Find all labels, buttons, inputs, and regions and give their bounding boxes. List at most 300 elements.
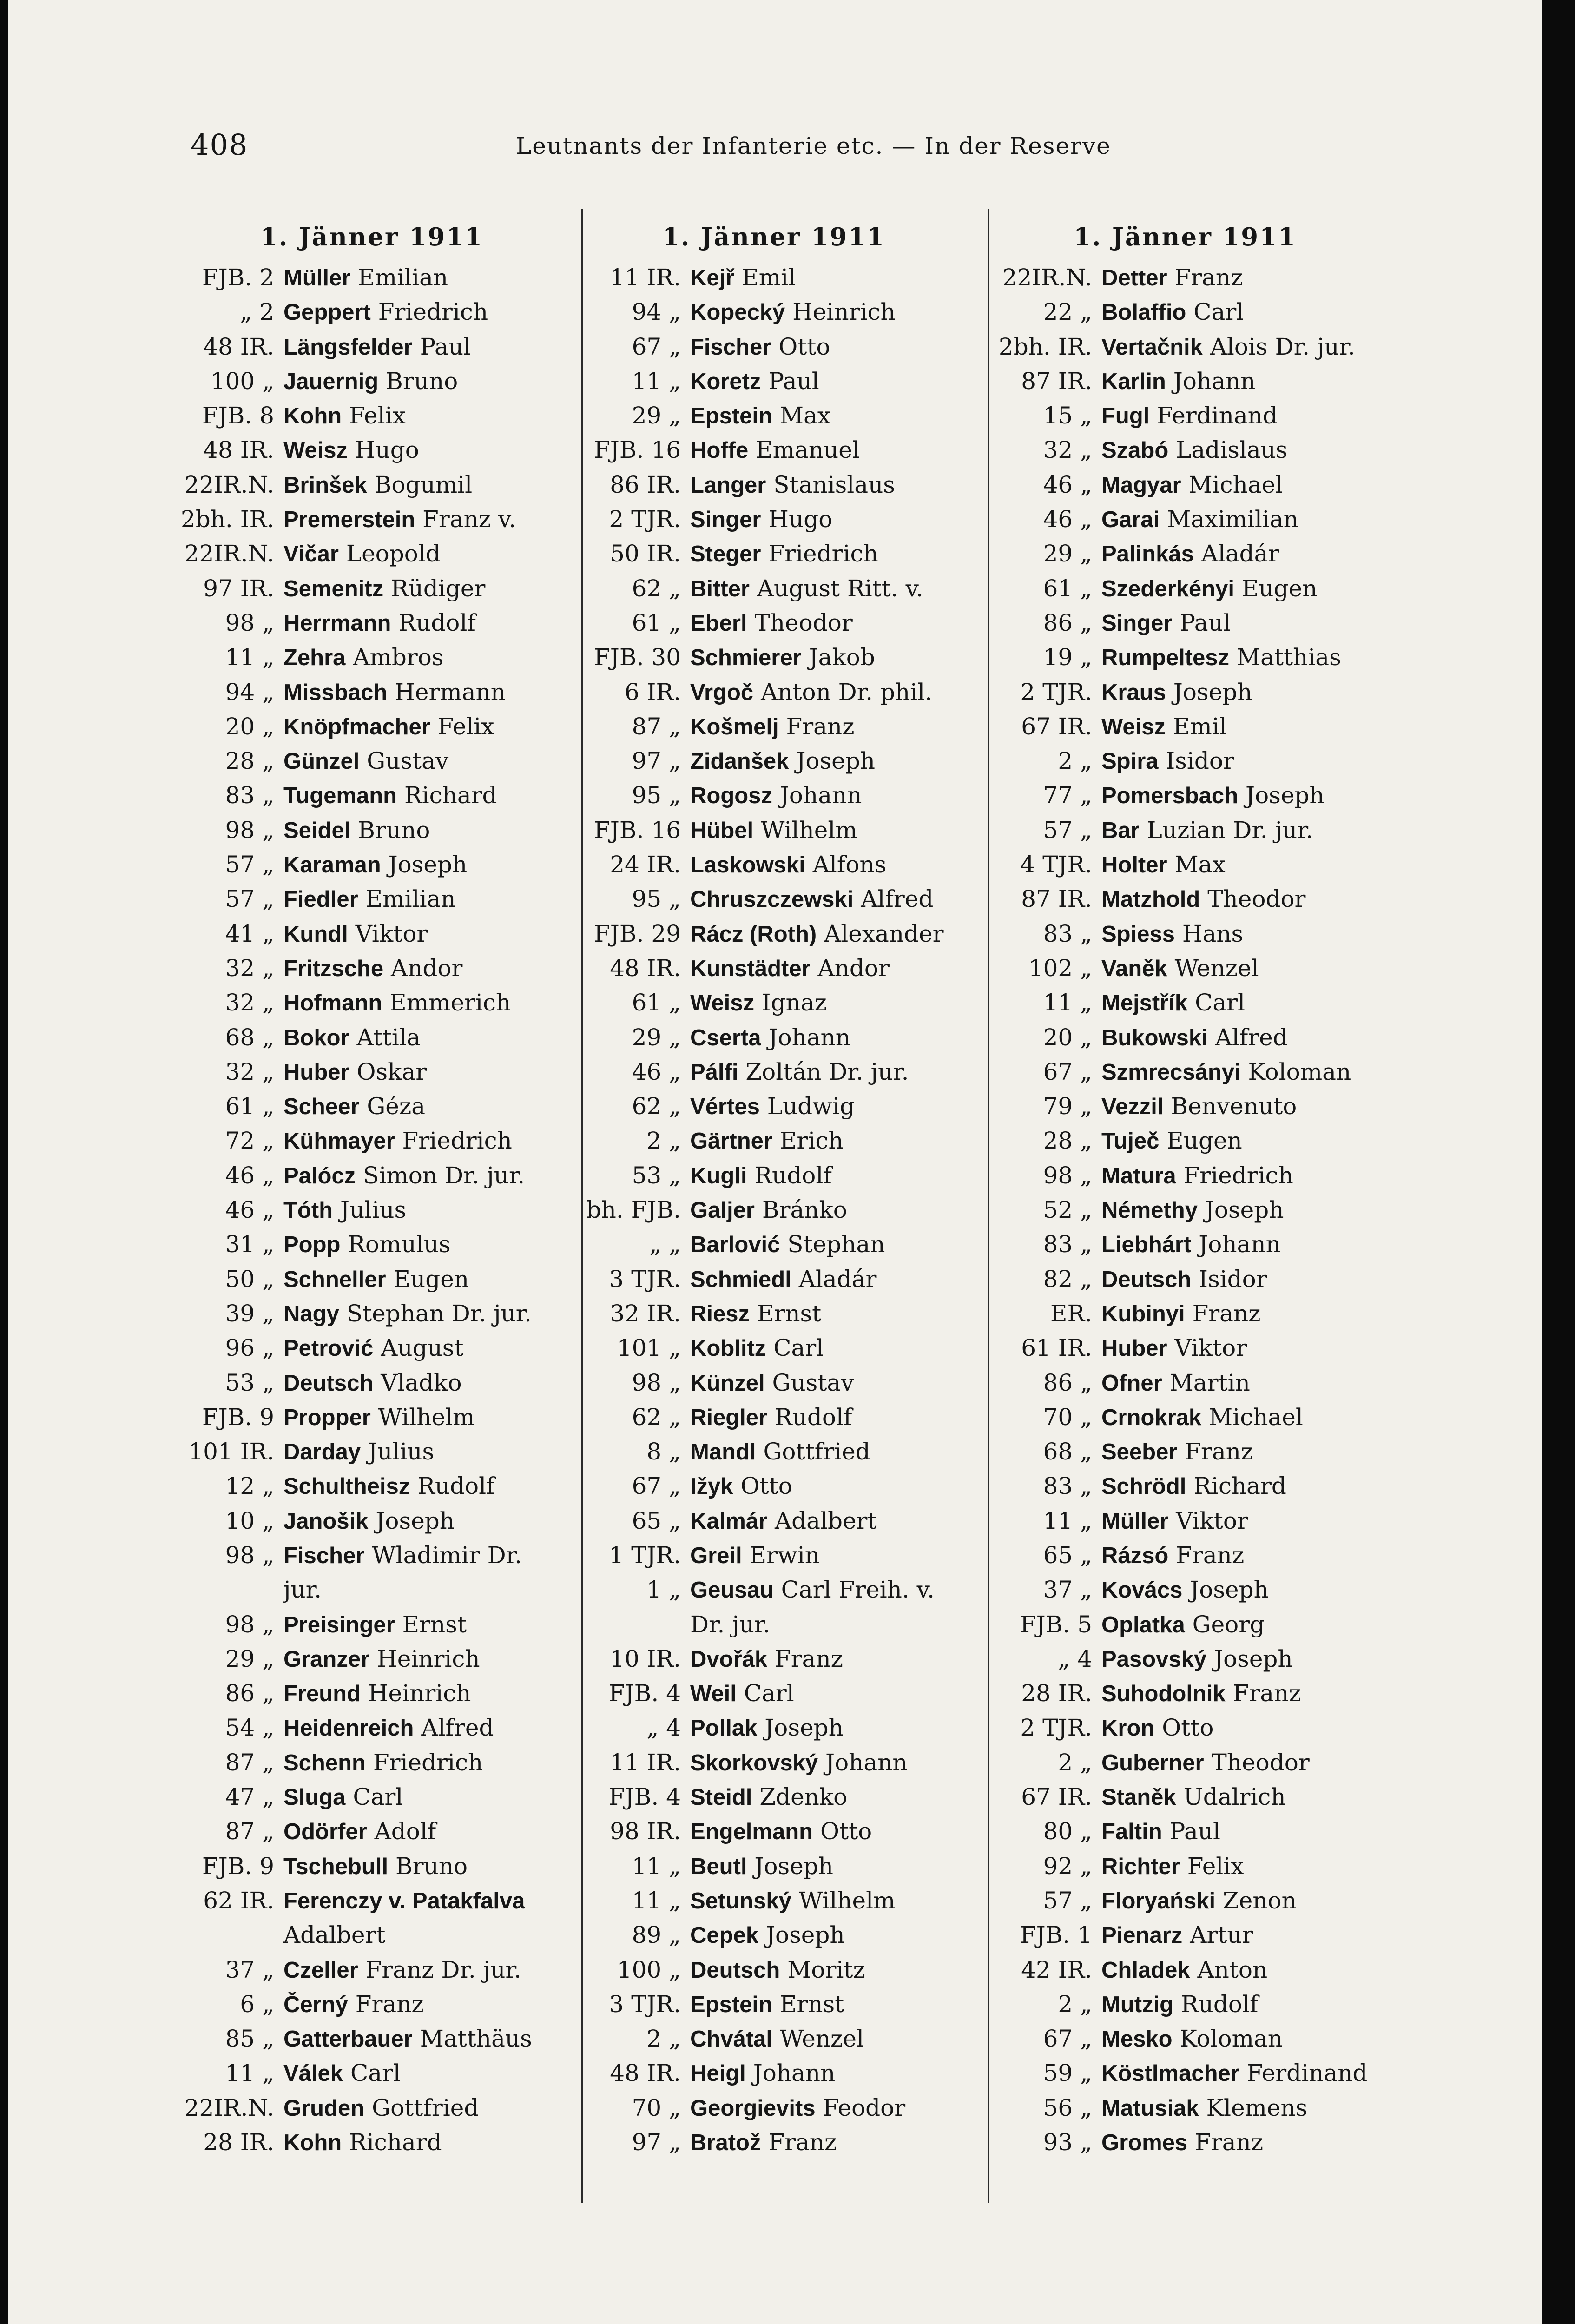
roster-list: [165, 260, 569, 2159]
given-name: Wenzel: [1174, 954, 1259, 982]
officer-name: [1101, 502, 1387, 536]
given-name: Alfred: [861, 885, 934, 913]
unit-designation: 97 „: [632, 747, 681, 775]
given-name: Franz: [768, 2129, 837, 2156]
surname: Eberl: [690, 610, 747, 636]
officer-name: [690, 468, 976, 502]
officer-name: [1101, 1814, 1387, 1849]
surname: Seidel: [283, 818, 351, 843]
given-name: Johann: [1199, 1231, 1281, 1258]
officer-name: [1101, 882, 1387, 916]
officer-name: [690, 1918, 976, 1952]
officer-name: [690, 1504, 976, 1538]
given-name: Erwin: [749, 1541, 820, 1569]
given-name: Benvenuto: [1171, 1093, 1297, 1120]
roster-entry: [983, 1572, 1387, 1607]
given-name: Joseph: [1246, 782, 1325, 809]
roster-column-1: [165, 218, 569, 2159]
unit-designation: 2 „: [1058, 1990, 1092, 2018]
given-name: Franz: [355, 1990, 424, 2018]
given-name: Matthias: [1236, 644, 1341, 671]
given-name: Wilhelm: [378, 1403, 475, 1431]
officer-name: [1101, 536, 1387, 571]
roster-entry: [165, 1020, 569, 1055]
roster-entry: [165, 1366, 569, 1400]
unit-designation: „ „: [649, 1231, 681, 1258]
officer-name: [690, 985, 976, 1020]
officer-name: [283, 1814, 569, 1849]
unit-designation: 37 „: [225, 1956, 274, 1983]
officer-name: [283, 1849, 569, 1883]
given-name: Emanuel: [756, 436, 860, 464]
surname: Karaman: [283, 852, 381, 878]
surname: Singer: [690, 507, 761, 533]
officer-name: [1101, 1676, 1387, 1710]
unit-designation: 67 „: [632, 1472, 681, 1500]
unit-designation: 83 „: [1043, 1472, 1092, 1500]
officer-name: [283, 2021, 569, 2056]
surname: Seeber: [1101, 1439, 1178, 1465]
given-name: Romulus: [348, 1231, 451, 1258]
given-name: Aladár: [798, 1265, 877, 1293]
unit-designation: 11 IR.: [610, 1749, 681, 1776]
roster-entry: [572, 468, 976, 502]
officer-name: [1101, 1366, 1387, 1400]
roster-entry: [165, 1296, 569, 1331]
given-name: Bruno: [386, 367, 458, 395]
given-name: August: [381, 1334, 464, 1362]
officer-name: [1101, 744, 1387, 778]
roster-entry: [165, 1434, 569, 1469]
roster-entry: [165, 1400, 569, 1434]
officer-name: [283, 398, 569, 433]
officer-name: [1101, 2056, 1387, 2090]
roster-entry: [165, 1607, 569, 1642]
roster-entry: [165, 640, 569, 674]
officer-name: [283, 640, 569, 674]
officer-name: [690, 1780, 976, 1814]
given-name: Theodor: [1207, 885, 1306, 913]
roster-entry: [983, 951, 1387, 985]
roster-entry: [165, 502, 569, 536]
officer-name: [1101, 1193, 1387, 1227]
given-name: Zenon: [1223, 1887, 1297, 1914]
unit-designation: 2 „: [646, 2025, 681, 2053]
given-name: Bránko: [762, 1196, 847, 1224]
officer-name: [690, 606, 976, 640]
roster-entry: [983, 468, 1387, 502]
unit-designation: 54 „: [225, 1714, 274, 1742]
unit-designation: 87 IR.: [1021, 885, 1092, 913]
unit-designation: FJB. 4: [608, 1680, 681, 1707]
roster-entry: [983, 1366, 1387, 1400]
roster-entry: [983, 1883, 1387, 1918]
officer-name: [1101, 1020, 1387, 1055]
officer-name: [690, 433, 976, 467]
surname: Chladek: [1101, 1957, 1190, 1983]
roster-entry: [983, 260, 1387, 295]
unit-designation: 6 IR.: [625, 678, 681, 706]
surname: Kundl: [283, 921, 348, 947]
unit-designation: 47 „: [225, 1783, 274, 1811]
unit-designation: 10 IR.: [610, 1645, 681, 1672]
surname: Némethy: [1101, 1198, 1198, 1223]
given-name: Paul: [768, 367, 819, 395]
surname: Palinkás: [1101, 541, 1194, 567]
roster-entry: [572, 330, 976, 364]
surname: Kejř: [690, 265, 735, 290]
surname: Pasovský: [1101, 1646, 1207, 1672]
officer-name: [1101, 433, 1387, 467]
given-name: Joseph: [1214, 1645, 1293, 1672]
roster-entry: [165, 571, 569, 606]
officer-name: [690, 1607, 976, 1642]
roster-entry: [572, 1918, 976, 1952]
surname: Pomersbach: [1101, 783, 1239, 809]
given-name: Johann: [768, 1023, 850, 1051]
roster-entry: [572, 1710, 976, 1745]
unit-designation: 61 „: [1043, 574, 1092, 602]
unit-designation: 67 „: [1043, 1058, 1092, 1085]
given-name: Friedrich: [373, 1749, 483, 1776]
roster-entry: [165, 433, 569, 467]
roster-entry: [983, 778, 1387, 812]
surname: Spira: [1101, 749, 1159, 774]
unit-designation: 96 „: [225, 1334, 274, 1362]
surname: Riesz: [690, 1301, 750, 1327]
unit-designation: 77 „: [1043, 782, 1092, 809]
surname: Langer: [690, 472, 766, 498]
roster-entry: [983, 1538, 1387, 1572]
surname: Matusiak: [1101, 2095, 1199, 2121]
surname: Steidl: [690, 1785, 752, 1810]
surname: Matzhold: [1101, 887, 1200, 912]
roster-entry: [165, 778, 569, 812]
officer-name: [690, 675, 976, 709]
unit-designation: 56 „: [1043, 2094, 1092, 2121]
officer-name: [283, 882, 569, 916]
unit-designation: 86 „: [1043, 1369, 1092, 1396]
surname: Rácz (Roth): [690, 921, 817, 947]
given-name: Simon Dr. jur.: [363, 1162, 525, 1189]
given-name: Udalrich: [1183, 1783, 1286, 1811]
column-date-heading: 1. Jänner 1911: [260, 223, 483, 251]
unit-designation: 2 TJR.: [1020, 678, 1092, 706]
given-name: Joseph: [388, 851, 468, 878]
unit-designation: 82 „: [1043, 1265, 1092, 1293]
surname: Georgievits: [690, 2095, 816, 2121]
given-name: Viktor: [1176, 1507, 1248, 1534]
roster-entry: [572, 1089, 976, 1123]
unit-designation: FJB. 1: [1020, 1921, 1092, 1949]
unit-designation: 20 „: [225, 713, 274, 740]
given-name: Rudolf: [417, 1472, 495, 1500]
unit-designation: 2bh. IR.: [998, 333, 1092, 360]
officer-name: [1101, 1055, 1387, 1089]
officer-name: [1101, 398, 1387, 433]
unit-designation: 93 „: [1043, 2129, 1092, 2156]
officer-name: [1101, 1538, 1387, 1572]
officer-name: [690, 709, 976, 744]
officer-name: [283, 1262, 569, 1296]
surname: Gromes: [1101, 2130, 1188, 2156]
unit-designation: 11 IR.: [610, 264, 681, 291]
officer-name: [690, 744, 976, 778]
officer-name: [283, 1434, 569, 1469]
given-name: Franz: [1174, 264, 1243, 291]
surname: Sluga: [283, 1785, 346, 1810]
given-name: Joseph: [376, 1507, 455, 1534]
given-name: Joseph: [765, 1921, 845, 1949]
roster-entry: [983, 1849, 1387, 1883]
officer-name: [283, 2091, 569, 2125]
surname: Kühmayer: [283, 1129, 395, 1154]
unit-designation: 22IR.N.: [184, 2094, 274, 2121]
surname: Schrödl: [1101, 1474, 1186, 1499]
column-date-heading: 1. Jänner 1911: [1074, 223, 1297, 251]
officer-name: [690, 1158, 976, 1193]
given-name: Hermann: [395, 678, 506, 706]
unit-designation: 87 „: [632, 713, 681, 740]
unit-designation: 46 „: [632, 1058, 681, 1085]
roster-entry: [983, 571, 1387, 606]
roster-entry: [983, 1607, 1387, 1642]
surname: Bolaffio: [1101, 300, 1186, 325]
unit-designation: 2 TJR.: [1020, 1714, 1092, 1742]
given-name: Gustav: [367, 747, 449, 775]
unit-designation: 80 „: [1043, 1818, 1092, 1845]
officer-name: [690, 1262, 976, 1296]
unit-designation: 32 IR.: [610, 1300, 681, 1327]
unit-designation: 24 IR.: [610, 851, 681, 878]
unit-designation: 1 TJR.: [609, 1541, 681, 1569]
roster-entry: [572, 1814, 976, 1849]
given-name: Zdenko: [759, 1783, 848, 1811]
officer-name: [283, 2056, 569, 2090]
roster-entry: [572, 1953, 976, 1987]
given-name: Carl: [773, 1334, 824, 1362]
running-head: [0, 128, 1575, 174]
unit-designation: 102 „: [1028, 954, 1092, 982]
officer-name: [283, 1296, 569, 1331]
given-name: Franz Dr. jur.: [365, 1956, 521, 1983]
unit-designation: 87 „: [225, 1818, 274, 1845]
roster-entry: [983, 1123, 1387, 1158]
roster-entry: [983, 1780, 1387, 1814]
given-name: Leopold: [346, 540, 441, 568]
roster-entry: [165, 295, 569, 329]
roster-entry: [983, 985, 1387, 1020]
surname: Kugli: [690, 1163, 747, 1188]
surname: Richter: [1101, 1854, 1180, 1879]
roster-entry: [983, 2056, 1387, 2090]
officer-name: [690, 1434, 976, 1469]
officer-name: [283, 847, 569, 882]
roster-entry: [572, 917, 976, 951]
unit-designation: 48 IR.: [203, 333, 274, 360]
roster-entry: [572, 2091, 976, 2125]
officer-name: [283, 1123, 569, 1158]
given-name: Koloman: [1248, 1058, 1351, 1085]
officer-name: [690, 295, 976, 329]
unit-designation: 29 „: [225, 1645, 274, 1672]
roster-entry: [165, 330, 569, 364]
unit-designation: 22IR.N.: [1002, 264, 1092, 291]
unit-designation: 41 „: [225, 920, 274, 947]
unit-designation: 98 „: [225, 1541, 274, 1569]
roster-entry: [572, 295, 976, 329]
surname: Weisz: [1101, 714, 1166, 739]
unit-designation: 67 IR.: [1021, 1783, 1092, 1811]
surname: Geusau: [690, 1578, 774, 1603]
given-name: Stephan: [787, 1231, 885, 1258]
unit-designation: 11 „: [225, 2060, 274, 2087]
unit-designation: 92 „: [1043, 1852, 1092, 1880]
roster-entry: [983, 882, 1387, 916]
roster-column-2: [572, 218, 976, 2159]
unit-designation: 37 „: [1043, 1576, 1092, 1604]
officer-name: [1101, 917, 1387, 951]
roster-entry: [983, 502, 1387, 536]
roster-entry: [983, 295, 1387, 329]
given-name: Johann: [1173, 367, 1256, 395]
roster-entry: [983, 1642, 1387, 1676]
given-name: Otto: [778, 333, 830, 360]
surname: Kubinyi: [1101, 1301, 1185, 1327]
given-name: Stanislaus: [773, 471, 895, 498]
surname: Spiess: [1101, 921, 1175, 947]
officer-name: [690, 1020, 976, 1055]
roster-entry: [572, 847, 976, 882]
surname: Missbach: [283, 680, 388, 705]
surname: Szmrecsányi: [1101, 1059, 1241, 1085]
given-name: Franz: [1176, 1541, 1245, 1569]
surname: Guberner: [1101, 1750, 1204, 1776]
surname: Hofmann: [283, 990, 382, 1016]
roster-entry: [165, 2021, 569, 2056]
unit-designation: 72 „: [225, 1127, 274, 1155]
unit-designation: 62 „: [632, 574, 681, 602]
surname: Semenitz: [283, 576, 384, 601]
given-name: Felix: [349, 402, 406, 429]
surname: Huber: [283, 1059, 349, 1085]
surname: Zehra: [283, 645, 346, 671]
officer-name: [690, 1676, 976, 1710]
officer-name: [283, 985, 569, 1020]
surname: Magyar: [1101, 472, 1181, 498]
unit-designation: 68 „: [1043, 1438, 1092, 1466]
surname: Engelmann: [690, 1819, 813, 1845]
surname: Galjer: [690, 1198, 755, 1223]
roster-entry: [165, 1745, 569, 1780]
given-name: Heinrich: [368, 1680, 471, 1707]
roster-entry: [983, 675, 1387, 709]
officer-name: [1101, 1089, 1387, 1123]
unit-designation: FJB. 8: [202, 402, 274, 429]
unit-designation: 11 „: [632, 367, 681, 395]
surname: Matura: [1101, 1163, 1176, 1188]
surname: Heidenreich: [283, 1716, 414, 1741]
given-name: Rudolf: [775, 1403, 852, 1431]
given-name: Otto: [740, 1472, 792, 1500]
roster-entry: [165, 260, 569, 295]
given-name: Georg: [1192, 1611, 1265, 1638]
surname: Freund: [283, 1681, 361, 1707]
roster-entry: [165, 813, 569, 847]
roster-entry: [983, 330, 1387, 364]
surname: Granzer: [283, 1646, 370, 1672]
unit-designation: 32 „: [1043, 436, 1092, 464]
officer-name: [1101, 1227, 1387, 1261]
roster-entry: [983, 1400, 1387, 1434]
unit-designation: 12 „: [225, 1472, 274, 1500]
unit-designation: 2 TJR.: [609, 506, 681, 533]
surname: Vrgoč: [690, 680, 754, 705]
roster-entry: [572, 1676, 976, 1710]
roster-entry: [572, 1780, 976, 1814]
officer-name: [1101, 468, 1387, 502]
surname: Chruszczewski: [690, 887, 854, 912]
given-name: Anton: [1197, 1956, 1268, 1983]
roster-entry: [165, 364, 569, 398]
surname: Günzel: [283, 749, 360, 774]
given-name: Joseph: [1205, 1196, 1284, 1224]
officer-name: [1101, 1400, 1387, 1434]
unit-designation: 98 „: [632, 1369, 681, 1396]
unit-designation: FJB. 4: [608, 1783, 681, 1811]
officer-name: [1101, 1434, 1387, 1469]
unit-designation: 65 „: [632, 1507, 681, 1534]
officer-name: [283, 1366, 569, 1400]
officer-name: [283, 1538, 569, 1572]
given-name: Ludwig: [767, 1093, 855, 1120]
roster-entry: [572, 1331, 976, 1365]
unit-designation: FJB. 9: [202, 1852, 274, 1880]
officer-name: [690, 1400, 976, 1434]
unit-designation: 68 „: [225, 1023, 274, 1051]
unit-designation: bh. FJB.: [586, 1196, 681, 1224]
roster-entry: [572, 1193, 976, 1227]
roster-entry: [983, 1020, 1387, 1055]
surname: Fiedler: [283, 887, 358, 912]
surname: Mutzig: [1101, 1992, 1174, 2017]
surname: Knöpfmacher: [283, 714, 430, 739]
given-name: Viktor: [355, 920, 428, 947]
officer-name: [1101, 295, 1387, 329]
given-name: Carl: [1195, 989, 1246, 1017]
surname: Palócz: [283, 1163, 356, 1188]
roster-entry: [572, 571, 976, 606]
unit-designation: 46 „: [225, 1196, 274, 1224]
roster-entry: [983, 1504, 1387, 1538]
given-name: Max: [1174, 851, 1226, 878]
surname: Kraus: [1101, 680, 1166, 705]
unit-designation: 32 „: [225, 1058, 274, 1085]
given-name: Richard: [349, 2129, 442, 2156]
given-name: Emil: [742, 264, 796, 291]
unit-designation: 61 „: [632, 989, 681, 1017]
given-name: Klemens: [1206, 2094, 1308, 2121]
unit-designation: 32 „: [225, 954, 274, 982]
given-name: Johann: [753, 2060, 836, 2087]
officer-name: [690, 640, 976, 674]
roster-entry: [983, 1953, 1387, 1987]
roster-entry: [165, 1987, 569, 2021]
officer-name: [1101, 951, 1387, 985]
officer-name: [690, 1745, 976, 1780]
officer-name: [690, 1953, 976, 1987]
unit-designation: 62 „: [632, 1093, 681, 1120]
